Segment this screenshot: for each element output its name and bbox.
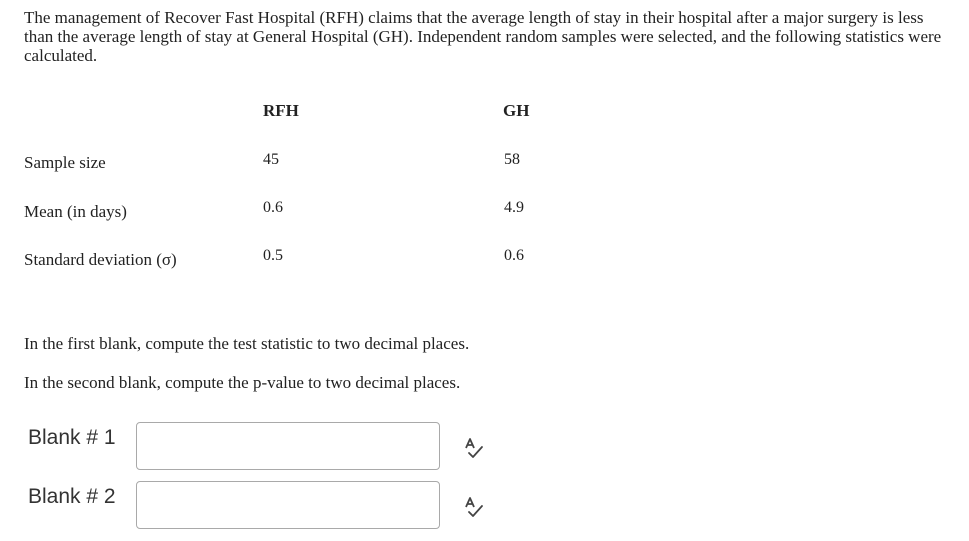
blank-1-input[interactable] [136,422,440,470]
cell-gh-std-dev: 0.6 [504,247,524,264]
spellcheck-icon[interactable] [462,436,486,460]
blank-2-input[interactable] [136,481,440,529]
row-label-std-dev: Standard deviation (σ) [24,250,177,269]
cell-gh-sample-size: 58 [504,151,520,168]
cell-rfh-mean: 0.6 [263,199,283,216]
cell-rfh-std-dev: 0.5 [263,247,283,264]
cell-rfh-sample-size: 45 [263,151,279,168]
cell-gh-mean: 4.9 [504,199,524,216]
column-header-gh: GH [503,101,530,120]
row-label-mean: Mean (in days) [24,202,127,221]
question-text: The management of Recover Fast Hospital (RFH) claims that the average length of stay in their hospital after a major surgery is less than the average length of stay at General Hospital (GH). Independent random samples were selected, and the following statistics were calculated. [24,8,942,65]
instruction-first-blank: In the first blank, compute the test statistic to two decimal places. [24,334,470,353]
blank-1-label: Blank # 1 [28,426,116,449]
blank-2-label: Blank # 2 [28,485,116,508]
instruction-second-blank: In the second blank, compute the p-value to two decimal places. [24,373,461,392]
column-header-rfh: RFH [263,101,299,120]
spellcheck-icon[interactable] [462,495,486,519]
row-label-sample-size: Sample size [24,153,106,172]
